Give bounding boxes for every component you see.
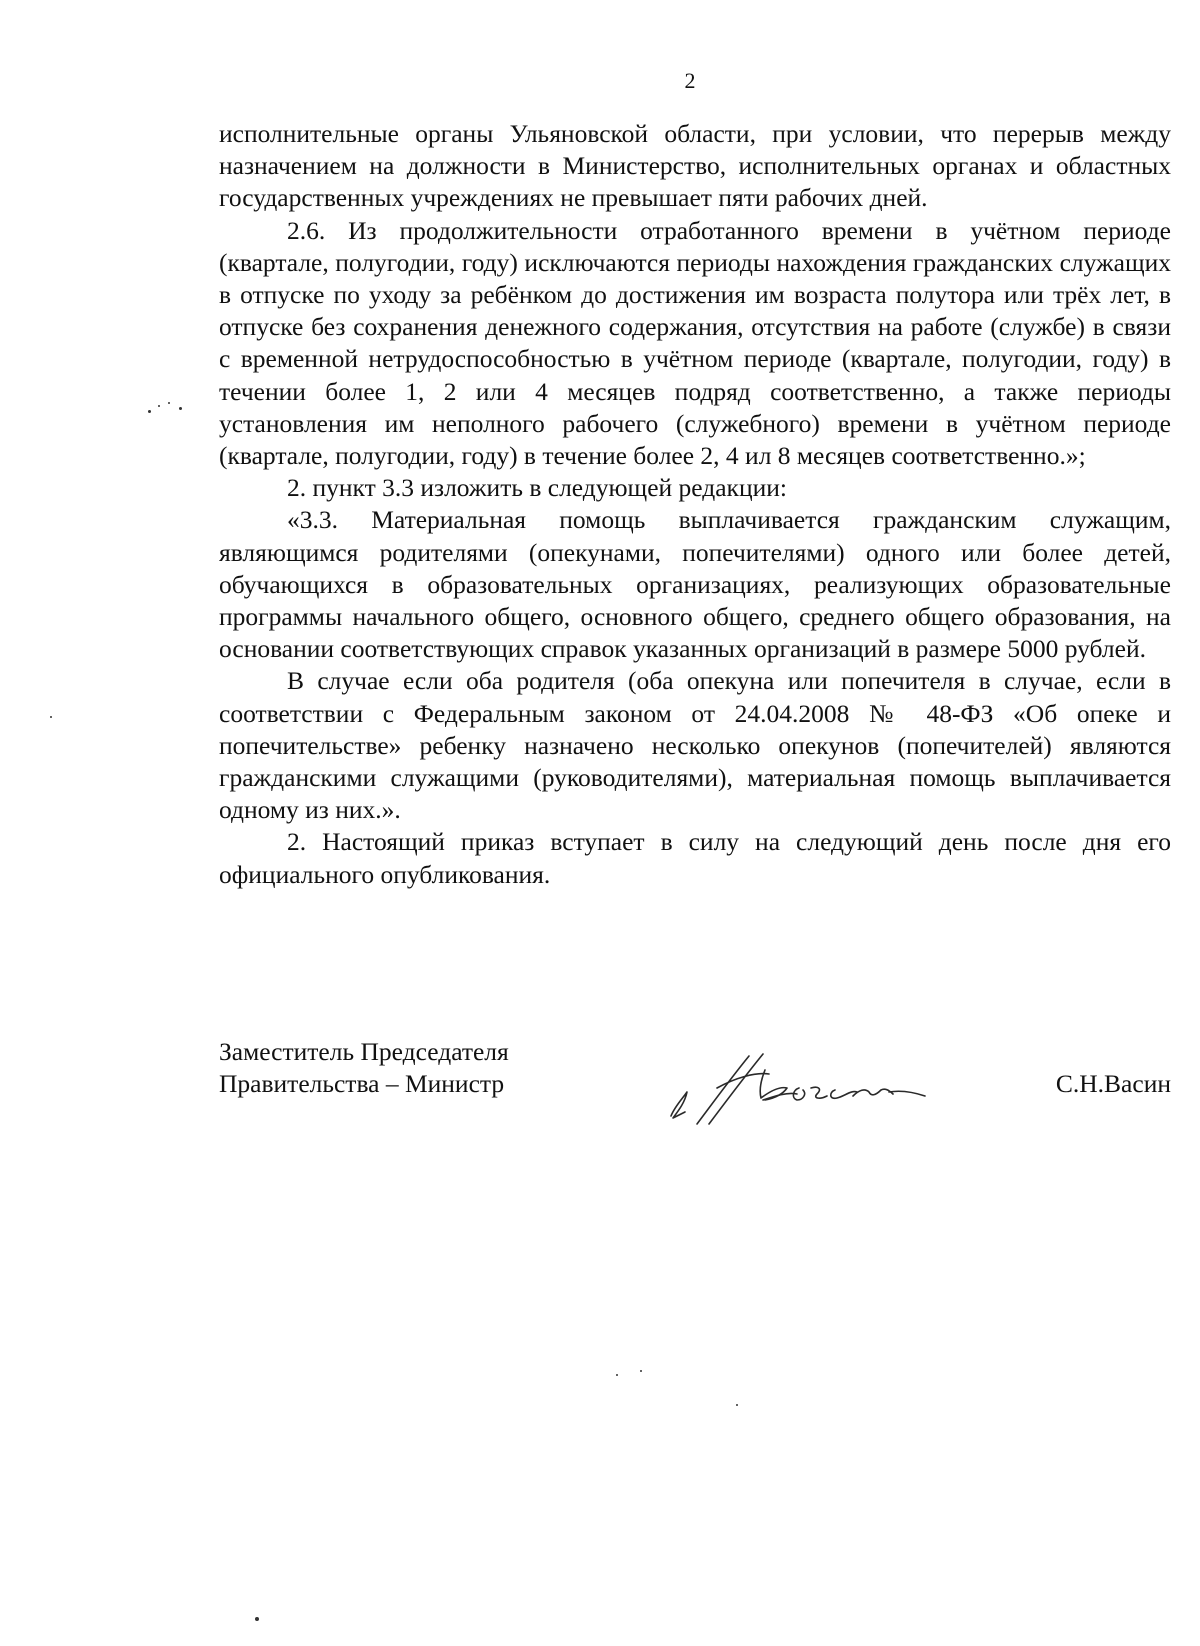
paragraph-both-parents: В случае если оба родителя (оба опекуна или попечителя в случае, если в соответствии с Федеральным законом от 24.04.2008 № 48-ФЗ «Об опеке и попечительстве» ребенку назначено несколько опекунов (попечителей) являются гражданскими служащими (руководителями), материальная помощь выплачивается одному из них.». xyxy=(219,666,1171,825)
scan-speck xyxy=(255,1617,259,1621)
handwritten-signature xyxy=(657,1044,957,1134)
page-number: 2 xyxy=(684,68,696,93)
scan-speck xyxy=(148,410,151,413)
scan-speck xyxy=(640,1370,642,1372)
scan-speck xyxy=(179,407,182,410)
paragraph-continuation: исполнительные органы Ульяновской области, при условии, что перерыв между назначением на должности в Министерство, исполнительных органах и областных государственных учреждениях не превышает пяти рабочих дней. xyxy=(219,119,1171,213)
scan-speck xyxy=(158,405,160,407)
paragraph-3-3: «3.3. Материальная помощь выплачивается гражданским служащим, являющимся родителями (опекунами, попечителями) одного или более детей, обучающихся в образовательных организациях, реализующих образовательные программы начального общего, основного общего, среднего общего образования, на основании соответствующих справок указанных организаций в размере 5000 рублей. xyxy=(219,505,1171,664)
scan-speck xyxy=(168,402,170,404)
signatory-title xyxy=(219,1036,509,1100)
document-body xyxy=(219,118,1171,891)
scan-speck xyxy=(616,1374,618,1376)
paragraph-effective-date: 2. Настоящий приказ вступает в силу на следующий день после дня его официального опубликования. xyxy=(219,827,1171,889)
scan-speck xyxy=(50,716,52,718)
signatory-name: С.Н.Васин xyxy=(1055,1069,1171,1098)
signature-block xyxy=(219,1036,1171,1136)
scan-speck xyxy=(736,1404,738,1406)
signatory-title-line-2: Правительства – Министр xyxy=(219,1069,505,1099)
signatory-title-line-1: Заместитель Председателя xyxy=(219,1037,509,1066)
paragraph-amendment-intro: 2. пункт 3.3 изложить в следующей редакции: xyxy=(287,473,787,503)
paragraph-2-6: 2.6. Из продолжительности отработанного времени в учётном периоде (квартале, полугодии, году) исключаются периоды нахождения гражданских служащих в отпуске по уходу за ребёнком до достижения им возраста полутора или трёх лет, в отпуске без сохранения денежного содержания, отсутствия на работе (службе) в связи с временной нетрудоспособностью в учётном периоде (квартале, полугодии, году) в течении более 1, 2 или 4 месяцев подряд соответственно, а также периоды установления им неполного рабочего (служебного) времени в учётном периоде (квартале, полугодии, году) в течение более 2, 4 ил 8 месяцев соответственно.»; xyxy=(219,215,1171,471)
